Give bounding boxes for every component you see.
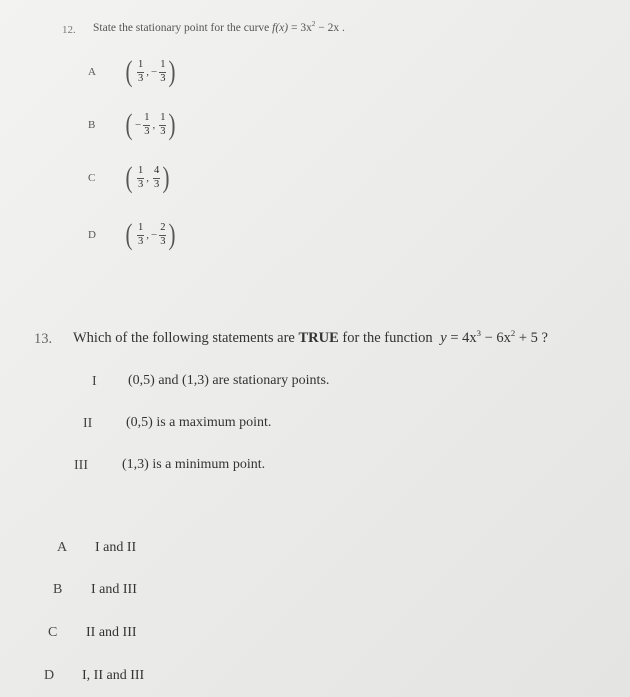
question-12-option-a[interactable] xyxy=(88,57,177,87)
statement-roman: I xyxy=(92,374,97,389)
option-letter: B xyxy=(88,119,96,131)
y-denominator: 3 xyxy=(154,178,160,190)
statement-text: (0,5) and (1,3) are stationary points. xyxy=(128,373,330,388)
question-13-emphasis: TRUE xyxy=(298,330,339,346)
equation-y: y xyxy=(440,330,447,346)
question-12-option-c[interactable] xyxy=(88,163,171,193)
option-letter: B xyxy=(53,582,63,597)
x-numerator: 1 xyxy=(137,60,144,73)
option-coordinate: ( $\frac{1}{3}$ , $\frac{4}{3}$ ) xyxy=(125,161,170,194)
question-13-equation xyxy=(440,330,548,346)
x-fraction xyxy=(137,60,144,84)
x-numerator: 1 xyxy=(137,166,144,179)
question-13-prompt-start: Which of the following statements are xyxy=(73,330,295,346)
option-letter: D xyxy=(88,229,96,241)
question-12-option-b[interactable] xyxy=(88,110,177,140)
equation-term-3: + 5 ? xyxy=(515,330,548,346)
equation-term-2: − 2x . xyxy=(315,22,345,34)
statement-roman: II xyxy=(83,416,93,431)
question-12-text xyxy=(93,22,345,34)
y-fraction xyxy=(153,166,160,190)
question-12-equation: $f(x) = 3x^2 - 2x$ . xyxy=(272,21,345,34)
x-sign: − xyxy=(135,119,142,131)
question-13-text xyxy=(73,330,548,347)
y-denominator: 3 xyxy=(160,72,166,84)
y-numerator: 1 xyxy=(159,113,166,126)
option-coordinate: ( $\frac{1}{3}$ , − $\frac{2}{3}$ ) xyxy=(125,218,176,251)
statement-text: (1,3) is a minimum point. xyxy=(122,457,266,472)
question-13-option-d[interactable] xyxy=(44,666,144,684)
y-fraction xyxy=(159,60,166,84)
question-12-number: 12. xyxy=(62,24,76,36)
equation-term-1: = 4x xyxy=(446,330,477,346)
option-coordinate: ( $\frac{1}{3}$ , − $\frac{1}{3}$ ) xyxy=(125,55,176,88)
x-denominator: 3 xyxy=(138,178,144,190)
y-denominator: 3 xyxy=(160,235,166,247)
y-fraction xyxy=(159,113,166,137)
question-13-number: 13. xyxy=(34,331,53,347)
option-text: I, II and III xyxy=(82,668,145,683)
question-12-option-d[interactable] xyxy=(88,220,177,250)
option-text: I and II xyxy=(95,540,137,555)
question-13-option-c[interactable] xyxy=(48,623,137,641)
option-letter: A xyxy=(88,66,96,78)
option-letter: C xyxy=(88,172,96,184)
question-13-prompt-end: for the function xyxy=(342,330,433,346)
x-denominator: 3 xyxy=(144,125,150,137)
y-numerator: 2 xyxy=(159,223,166,236)
y-sign: − xyxy=(151,229,158,241)
x-denominator: 3 xyxy=(138,235,144,247)
option-text: II and III xyxy=(86,625,137,640)
option-coordinate: ( − $\frac{1}{3}$ , $\frac{1}{3}$ ) xyxy=(125,108,176,141)
statement-text: (0,5) is a maximum point. xyxy=(126,415,272,430)
question-12-prompt: State the stationary point for the curve xyxy=(93,22,270,34)
y-fraction xyxy=(159,223,166,247)
option-letter: A xyxy=(57,540,68,555)
option-letter: C xyxy=(48,625,58,640)
x-numerator: 1 xyxy=(137,223,144,236)
y-sign: − xyxy=(151,66,158,78)
y-numerator: 1 xyxy=(159,60,166,73)
equation-exponent-1: 3 xyxy=(476,328,481,339)
equation-exponent: 2 xyxy=(311,21,316,29)
y-denominator: 3 xyxy=(160,125,166,137)
option-letter: D xyxy=(44,668,55,683)
equation-term-1: 3x xyxy=(300,22,312,34)
function-name: f(x) xyxy=(272,22,289,34)
statement-roman: III xyxy=(74,458,88,473)
x-fraction xyxy=(137,223,144,247)
x-numerator: 1 xyxy=(143,113,150,126)
equation-term-2: − 6x xyxy=(480,330,511,346)
question-13-option-b[interactable] xyxy=(53,580,137,598)
x-fraction xyxy=(143,113,150,137)
question-13-option-a[interactable] xyxy=(57,538,136,556)
option-text: I and III xyxy=(91,582,137,597)
equation-exponent-2: 2 xyxy=(510,328,516,339)
x-denominator: 3 xyxy=(138,72,144,84)
y-numerator: 4 xyxy=(153,166,160,179)
x-fraction xyxy=(137,166,144,190)
